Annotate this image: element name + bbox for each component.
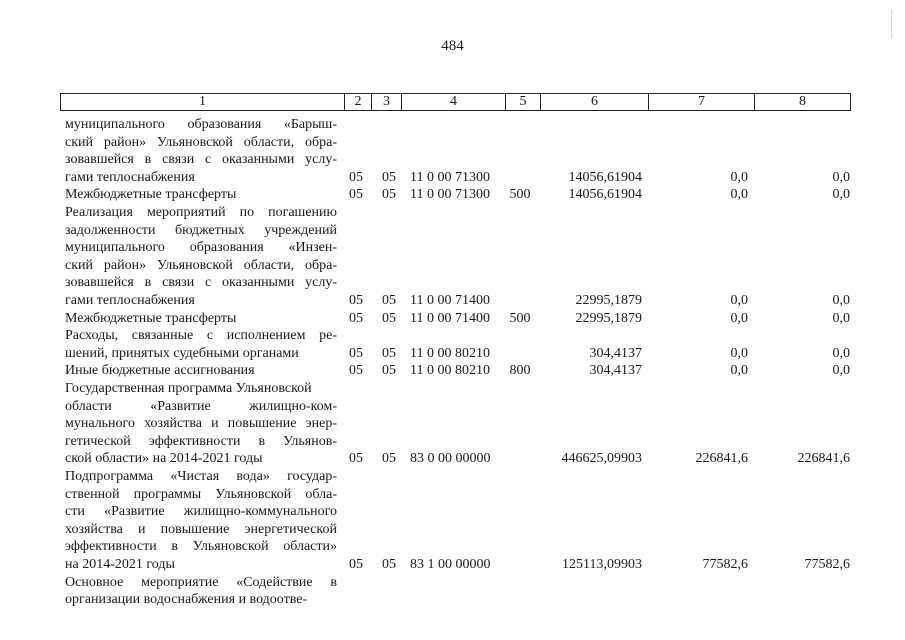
scan-artifact (891, 10, 892, 38)
table-row (60, 169, 851, 187)
cell-c1: Государственная программа Ульяновской (65, 381, 312, 396)
table-row (60, 239, 851, 257)
cell-c4: 11 0 00 71300 (410, 169, 490, 185)
cell-c2: 05 (349, 169, 363, 185)
cell-c1: хозяйства и повышение энергетической (65, 521, 337, 537)
header-col-1: 1 (61, 94, 345, 110)
cell-c8: 0,0 (832, 363, 850, 379)
cell-c1: области «Развитие жилищно-ком- (65, 398, 337, 414)
cell-c1: Межбюджетные трансферты (65, 310, 237, 326)
cell-c8: 0,0 (832, 187, 850, 203)
table-row (60, 521, 851, 539)
table-row (60, 257, 851, 275)
table-row (60, 556, 851, 574)
table-row (60, 362, 851, 380)
cell-c1: Подпрограмма «Чистая вода» государ- (65, 469, 337, 484)
table-row (60, 310, 851, 328)
cell-c2: 05 (349, 363, 363, 379)
page-number: 484 (441, 38, 464, 54)
cell-c4: 83 1 00 00000 (410, 557, 491, 572)
cell-c1: Реализация мероприятий по погашению (65, 205, 337, 220)
header-col-2: 2 (345, 94, 372, 110)
cell-c4: 11 0 00 71400 (410, 310, 490, 326)
cell-c8: 0,0 (832, 310, 850, 326)
cell-c7: 0,0 (730, 187, 748, 203)
cell-c4: 11 0 00 80210 (410, 363, 490, 379)
table-row (60, 116, 851, 134)
cell-c6: 304,4137 (589, 345, 642, 361)
header-col-8: 8 (799, 94, 806, 109)
cell-c6: 22995,1879 (575, 310, 642, 326)
table-row (60, 433, 851, 451)
cell-c3: 05 (382, 363, 396, 379)
cell-c1: Межбюджетные трансферты (65, 187, 237, 203)
cell-c1: гами теплоснабжения (65, 169, 195, 185)
table-row (60, 222, 851, 240)
cell-c5: 500 (509, 187, 531, 203)
cell-c7: 226841,6 (695, 451, 748, 467)
cell-c1: ской области» на 2014-2021 годы (65, 451, 263, 467)
cell-c6: 14056,61904 (568, 187, 642, 203)
cell-c1: Основное мероприятие «Содействие в (65, 574, 337, 590)
header-col-6: 6 (541, 94, 649, 110)
table-header-row (60, 93, 851, 111)
table-row (60, 380, 851, 398)
table-row (60, 415, 851, 433)
cell-c1: гами теплоснабжения (65, 293, 195, 308)
cell-c7: 0,0 (730, 363, 748, 379)
cell-c6: 446625,09903 (561, 451, 642, 467)
cell-c1: на 2014-2021 годы (65, 557, 175, 572)
cell-c8: 0,0 (832, 345, 850, 361)
cell-c7: 0,0 (730, 310, 748, 326)
table-row (60, 186, 851, 204)
table-row (60, 151, 851, 169)
table-row (60, 486, 851, 504)
table-row (60, 468, 851, 486)
header-col-4: 4 (402, 94, 506, 110)
cell-c3: 05 (382, 345, 396, 361)
cell-c4: 11 0 00 71300 (410, 187, 490, 203)
table-row (60, 292, 851, 310)
cell-c1: зовавшейся в связи с оказанными услу- (65, 152, 337, 168)
cell-c8: 0,0 (832, 169, 850, 185)
cell-c3: 05 (382, 187, 396, 203)
cell-c1: ственной программы Ульяновской обла- (65, 486, 337, 502)
cell-c1: мунального хозяйства и повышение энер- (65, 416, 337, 432)
table-row (60, 398, 851, 416)
cell-c1: сти «Развитие жилищно-коммунального (65, 504, 337, 520)
cell-c7: 0,0 (730, 169, 748, 185)
cell-c2: 05 (349, 345, 363, 361)
cell-c3: 05 (382, 293, 396, 308)
cell-c1: ский район» Ульяновской области, обра- (65, 134, 337, 150)
cell-c6: 22995,1879 (575, 293, 642, 308)
cell-c7: 0,0 (730, 345, 748, 361)
cell-c7: 77582,6 (702, 557, 748, 572)
cell-c6: 125113,09903 (562, 557, 642, 572)
table-row (60, 204, 851, 222)
table-row (60, 574, 851, 592)
cell-c1: организации водоснабжения и водоотве- (65, 592, 308, 608)
header-col-3: 3 (372, 94, 402, 110)
cell-c6: 14056,61904 (568, 169, 642, 185)
cell-c5: 500 (509, 310, 531, 326)
cell-c3: 05 (382, 451, 396, 467)
cell-c1: ский район» Ульяновской области, обра- (65, 257, 337, 273)
cell-c1: эффективности в Ульяновской области» (65, 539, 337, 555)
cell-c8: 0,0 (832, 293, 850, 308)
cell-c1: гетической эффективности в Ульянов- (65, 433, 337, 449)
cell-c1: Иные бюджетные ассигнования (65, 363, 255, 379)
table-row (60, 591, 851, 609)
table-row (60, 327, 851, 345)
cell-c2: 05 (349, 451, 363, 467)
header-col-5: 5 (506, 94, 541, 110)
cell-c1: задолженности бюджетных учреждений (65, 222, 337, 238)
table-row (60, 538, 851, 556)
table-row (60, 274, 851, 292)
cell-c1: муниципального образования «Инзен- (65, 240, 337, 256)
cell-c8: 226841,6 (797, 451, 850, 467)
cell-c1: зовавшейся в связи с оказанными услу- (65, 275, 337, 291)
table-row (60, 134, 851, 152)
table-row (60, 345, 851, 363)
header-col-7: 7 (649, 94, 755, 110)
cell-c6: 304,4137 (589, 363, 642, 379)
cell-c5: 800 (509, 363, 531, 379)
cell-c1: Расходы, связанные с исполнением ре- (65, 328, 337, 344)
cell-c7: 0,0 (730, 293, 748, 308)
cell-c2: 05 (349, 187, 363, 203)
cell-c1: шений, принятых судебными органами (65, 345, 299, 361)
table-row (60, 450, 851, 468)
table-row (60, 503, 851, 521)
cell-c1: муниципального образования «Барыш- (65, 117, 337, 132)
cell-c4: 11 0 00 71400 (410, 293, 490, 308)
cell-c2: 05 (349, 310, 363, 326)
cell-c2: 05 (349, 293, 363, 308)
cell-c8: 77582,6 (804, 557, 850, 572)
cell-c3: 05 (382, 557, 396, 572)
cell-c4: 11 0 00 80210 (410, 345, 490, 361)
cell-c3: 05 (382, 169, 396, 185)
cell-c3: 05 (382, 310, 396, 326)
cell-c4: 83 0 00 00000 (410, 451, 491, 467)
cell-c2: 05 (349, 557, 363, 572)
